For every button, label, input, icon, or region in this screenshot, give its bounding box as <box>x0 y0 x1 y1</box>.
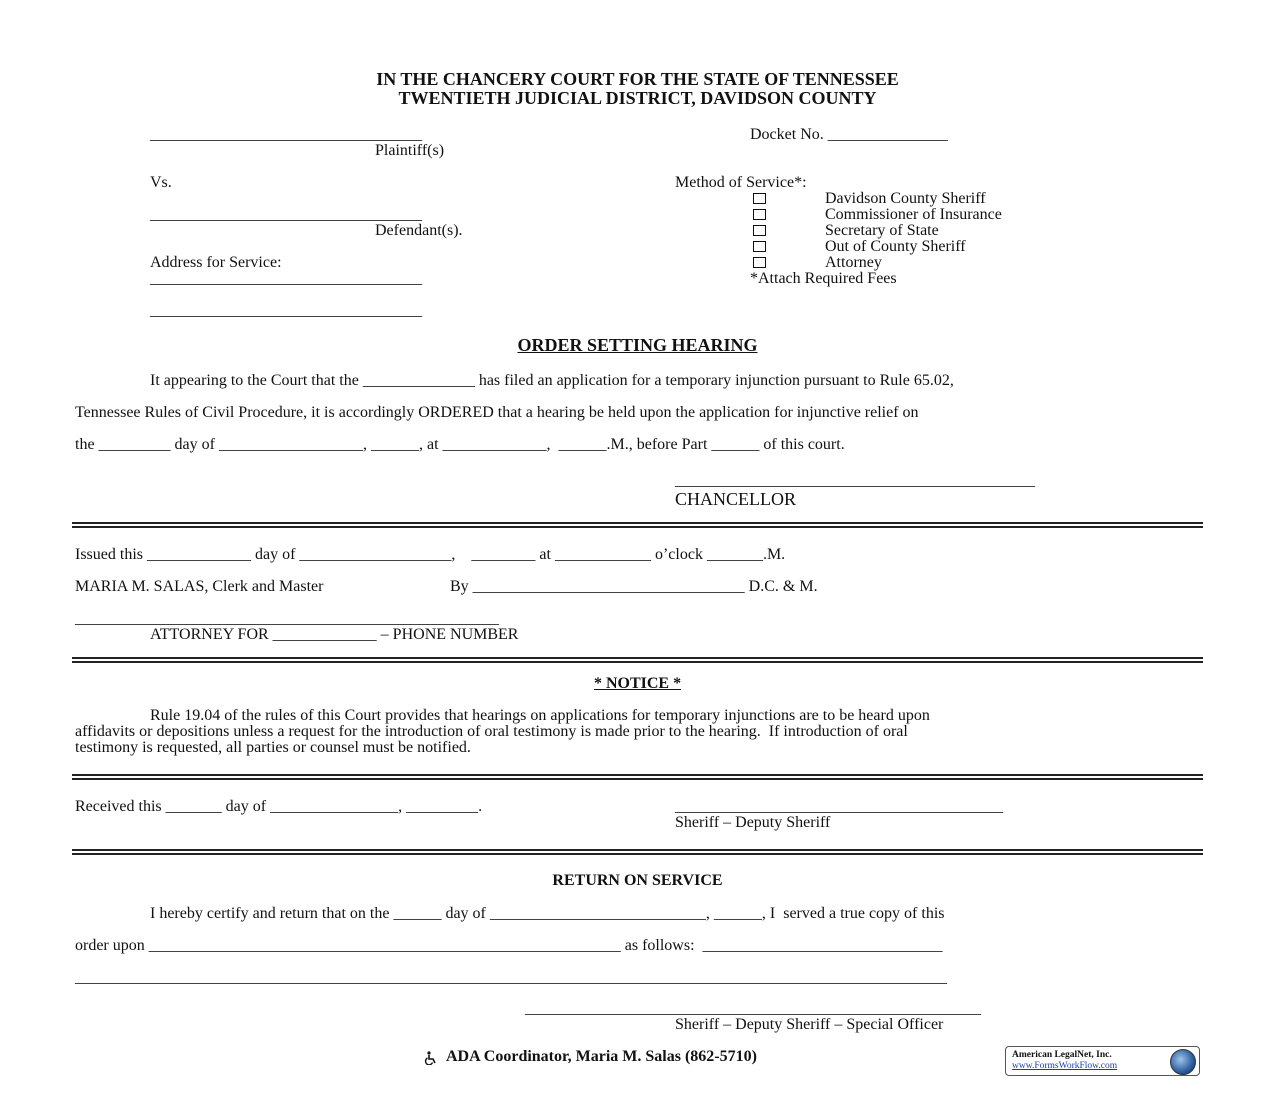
return-line3[interactable]: _____________________________________________________________________________________________________________ <box>75 969 947 986</box>
checkbox-attorney[interactable] <box>753 257 766 268</box>
divider <box>72 774 1203 780</box>
return-title: RETURN ON SERVICE <box>552 872 723 889</box>
checkbox-commissioner-insurance[interactable] <box>753 209 766 220</box>
order-paragraph-line3: the _________ day of __________________, ______, at _____________, ______.M., before Part ______ of this court. <box>75 436 845 453</box>
notice-line3: testimony is requested, all parties or counsel must be notified. <box>75 739 471 756</box>
plaintiff-label: Plaintiff(s) <box>375 142 445 159</box>
docket-number[interactable]: Docket No. _______________ <box>750 126 948 143</box>
notice-line2: affidavits or depositions unless a request for the introduction of oral testimony is made prior to the hearing. If introduction of oral <box>75 723 908 740</box>
checkbox-davidson-sheriff[interactable] <box>753 193 766 204</box>
received-line: Received this _______ day of ________________, _________. <box>75 798 483 815</box>
issued-line: Issued this _____________ day of ___________________, ________ at ____________ o’clock _______.M. <box>75 546 786 563</box>
deputy-clerk-line[interactable]: By __________________________________ D.C. & M. <box>450 578 818 595</box>
logo-url-link[interactable]: www.FormsWorkFlow.com <box>1012 1061 1118 1071</box>
officer-label: Sheriff – Deputy Sheriff – Special Officer <box>675 1016 944 1033</box>
court-title-line1: IN THE CHANCERY COURT FOR THE STATE OF TENNESSEE <box>376 69 899 89</box>
method-of-service-label: Method of Service*: <box>675 174 807 191</box>
address-line-2[interactable]: __________________________________ <box>150 302 422 319</box>
defendant-line[interactable]: __________________________________ <box>150 206 422 223</box>
return-line2: order upon ___________________________________________________________ as follows: ______________________________ <box>75 937 943 954</box>
checkbox-out-of-county-sheriff[interactable] <box>753 241 766 252</box>
wheelchair-icon <box>424 1051 438 1065</box>
clerk-name: MARIA M. SALAS, Clerk and Master <box>75 578 324 595</box>
option-commissioner-insurance: Commissioner of Insurance <box>825 206 1002 223</box>
order-paragraph-line2: Tennessee Rules of Civil Procedure, it is accordingly ORDERED that a hearing be held upon the application for injunctive relief on <box>75 404 919 421</box>
chancellor-signature-line[interactable]: _____________________________________________ <box>675 472 1035 489</box>
plaintiff-line[interactable]: __________________________________ <box>150 126 422 143</box>
option-out-of-county-sheriff: Out of County Sheriff <box>825 238 966 255</box>
attorney-signature-line[interactable]: _____________________________________________________ <box>75 610 499 627</box>
divider <box>72 849 1203 855</box>
notice-title: * NOTICE * <box>593 675 682 692</box>
attorney-label: ATTORNEY FOR _____________ – PHONE NUMBER <box>150 626 519 643</box>
chancellor-label: CHANCELLOR <box>675 489 796 509</box>
return-line1: I hereby certify and return that on the ______ day of ___________________________, ______, I served a true copy of this <box>150 905 945 922</box>
divider <box>72 522 1203 528</box>
ada-coordinator: ADA Coordinator, Maria M. Salas (862-5710) <box>446 1048 757 1065</box>
address-label: Address for Service: <box>150 254 282 271</box>
option-attorney: Attorney <box>825 254 882 271</box>
court-title-line2: TWENTIETH JUDICIAL DISTRICT, DAVIDSON COUNTY <box>398 88 877 108</box>
fees-note: *Attach Required Fees <box>750 270 897 287</box>
divider <box>72 657 1203 663</box>
option-davidson-sheriff: Davidson County Sheriff <box>825 190 986 207</box>
globe-icon <box>1170 1049 1196 1075</box>
checkbox-secretary-state[interactable] <box>753 225 766 236</box>
american-legalnet-logo[interactable] <box>1005 1046 1200 1076</box>
sheriff-signature-line[interactable]: _________________________________________ <box>675 798 1003 815</box>
logo-company-name: American LegalNet, Inc. <box>1012 1050 1112 1060</box>
defendant-label: Defendant(s). <box>375 222 463 239</box>
versus-label: Vs. <box>150 174 172 191</box>
officer-signature-line[interactable]: _________________________________________________________ <box>525 1000 981 1017</box>
order-paragraph-line1: It appearing to the Court that the ______________ has filed an application for a temporary injunction pursuant to Rule 65.02, <box>150 372 954 389</box>
address-line-1[interactable]: __________________________________ <box>150 270 422 287</box>
order-title: ORDER SETTING HEARING <box>517 335 758 355</box>
notice-line1: Rule 19.04 of the rules of this Court provides that hearings on applications for temporary injunctions are to be heard upon <box>150 707 930 724</box>
sheriff-label: Sheriff – Deputy Sheriff <box>675 814 831 831</box>
option-secretary-state: Secretary of State <box>825 222 939 239</box>
